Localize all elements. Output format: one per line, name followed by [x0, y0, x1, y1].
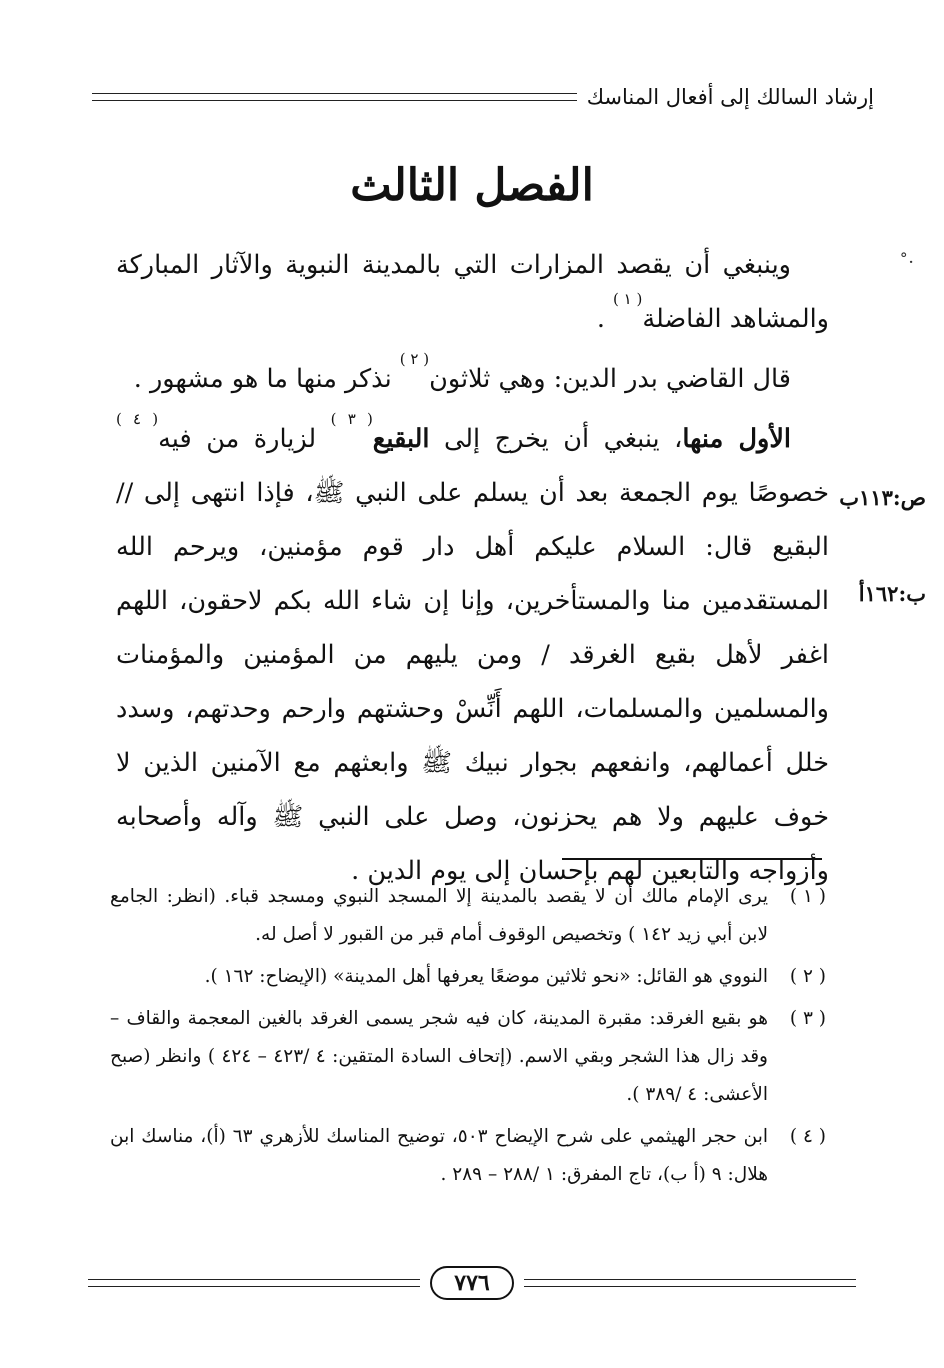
emphasis-baqi: البقيع	[372, 424, 430, 454]
margin-note-manuscript-ref: ب:١٦٢أ	[858, 581, 926, 606]
footnote-number: ( ٢ )	[789, 966, 826, 987]
paragraph-text: .	[596, 304, 614, 334]
footnote-text: النووي هو القائل: «نحو ثلاثين موضعًا يعرفها أهل المدينة» (الإيضاح: ١٦٢ ).	[204, 966, 768, 987]
paragraph-text: ، ينبغي أن يخرج إلى	[429, 424, 683, 454]
footnote-text: ابن حجر الهيثمي على شرح الإيضاح ٥٠٣، توضيح المناسك للأزهري ٦٣ (أ)، مناسك ابن هلال: ٩ (أ ب)، تاج المفرق: ١ /٢٨٨ – ٢٨٩ .	[110, 1126, 768, 1185]
footnote-ref: ( ٣ )	[330, 410, 373, 428]
running-header-title: إرشاد السالك إلى أفعال المناسك	[586, 85, 874, 109]
footnote-number: ( ٤ )	[789, 1126, 826, 1147]
footnote-number: ( ١ )	[789, 886, 826, 907]
page-number: ٧٧٦	[430, 1266, 513, 1300]
footnotes	[110, 878, 826, 1198]
paragraph-text: نذكر منها ما هو مشهور .	[133, 364, 400, 394]
footnote-ref: ( ٤ )	[116, 410, 159, 428]
header-rule	[92, 93, 577, 101]
margin-note-manuscript-ref: ص:١١٣ب	[839, 485, 926, 510]
footer-rule	[88, 1279, 420, 1287]
footnote	[110, 1118, 826, 1194]
footnote-number: ( ٣ )	[789, 1008, 826, 1029]
footnote-text: هو بقيع الغرقد: مقبرة المدينة، كان فيه شجر يسمى الغرقد بالغين المعجمة والقاف – وقد زال هذا الشجر وبقي الاسم. (إتحاف السادة المتقين: ٤ /٤٢٣ – ٤٢٤ ) وانظر (صبح الأعشى: ٤ /٣٨٩ ).	[110, 1008, 768, 1105]
footnote-separator	[562, 858, 822, 860]
paragraph	[116, 352, 829, 406]
paragraph	[116, 412, 829, 898]
paragraph-text: وينبغي أن يقصد المزارات التي بالمدينة النبوية والآثار المباركة والمشاهد الفاضلة	[116, 250, 829, 334]
main-text	[116, 238, 829, 898]
corner-mark: ·˚	[899, 252, 914, 273]
footnote	[110, 1000, 826, 1114]
paragraph-text: لزيارة من فيه	[158, 424, 331, 454]
chapter-title: الفصل الثالث	[350, 160, 594, 211]
paragraph-text: خصوصًا يوم الجمعة بعد أن يسلم على النبي ﷺ، فإذا انتهى إلى // البقيع قال: السلام عليكم أهل دار قوم مؤمنين، ويرحم الله المستقدمين منا والمستأخرين، وإنا إن شاء الله بكم لاحقون، اللهم اغفر لأهل بقيع الغرقد / ومن يليهم من المؤمنين والمؤمنات والمسلمين والمسلمات، اللهم أَنِّسْ وحشتهم وارحم وحدتهم، وسدد خلل أعمالهم، وانفعهم بجوار نبيك ﷺ وابعثهم مع الآمنين الذين لا خوف عليهم ولا هم يحزنون، وصل على النبي ﷺ وآله وأصحابه وأزواجه والتابعين لهم بإحسان إلى يوم الدين .	[116, 478, 829, 886]
footnote-ref: ( ٢ )	[399, 350, 430, 368]
footnote	[110, 878, 826, 954]
paragraph-lead: الأول منها	[682, 424, 791, 454]
footer-rule	[524, 1279, 856, 1287]
paragraph	[116, 238, 829, 346]
footnote-ref: ( ١ )	[613, 290, 643, 308]
page-footer	[88, 1263, 856, 1303]
paragraph-text: قال القاضي بدر الدين: وهي ثلاثون	[429, 364, 791, 394]
footnote	[110, 958, 826, 996]
footnote-text: يرى الإمام مالك أن لا يقصد بالمدينة إلا المسجد النبوي ومسجد قباء. (انظر: الجامع لابن أبي زيد ١٤٢ ) وتخصيص الوقوف أمام قبر من القبور لا أصل له.	[110, 886, 768, 945]
running-header	[92, 82, 874, 112]
